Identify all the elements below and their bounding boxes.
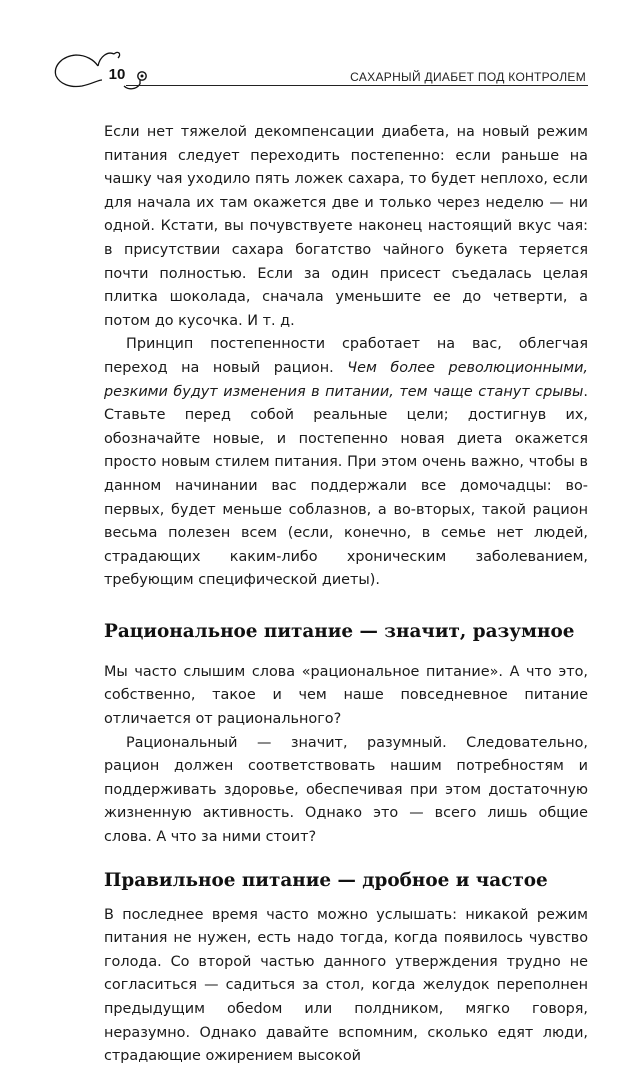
paragraph: Если нет тяжелой декомпенсации диабета, на новый режим питания следует переходить постепенно: если раньше на чашку чая уходило пять ложек сахара, то будет неплохо, если для начала их там окажется две и только через неделю — ни одной. Кстати, вы почувствуете наконец настоящий вкус чая: в присутствии сахара богатство чайного букета теряется почти полностью. Если за один присест съедалась целая плитка шоколада, сначала уменьшите ее до четверти, а потом до кусочка. И т. д. (104, 124, 588, 329)
page-number: 10 (108, 66, 126, 83)
paragraph: В последнее время часто можно услышать: никакой режим питания не нужен, есть надо тогда, когда появилось чувство голода. Со второй частью данного утверждения трудно не согласиться — садиться за стол, когда желудок переполнен предыдущим обеdом или полдником, мягко говоря, неразумно. Однако давайте вспомним, сколько едят люди, страдающие ожирением высокой (104, 906, 588, 1065)
stethoscope-icon (52, 46, 148, 94)
paragraph: Рациональный — значит, разумный. Следовательно, рацион должен соответствовать нашим потребностям и поддерживать здоровье, обеспечивая при этом достаточную жизненную активность. Однако это — всего лишь общие слова. А что за ними стоит? (104, 734, 588, 846)
emphasized-text: Чем более революционными, резкими будут изменения в питании, тем чаще станут срывы (104, 359, 589, 400)
paragraph: Мы часто слышим слова «рациональное питание». А что это, собственно, такое и чем наше повседневное питание отличается от рационального? (104, 663, 588, 728)
paragraph-text: Принцип постепенности сработает на вас, облегчая переход на новый рацион. (104, 336, 588, 376)
section-heading: Рациональное питание — значит, разумное (104, 620, 575, 642)
paragraph-text: . Ставьте перед собой реальные цели; достигнув их, обозначайте новые, и постепенно новая диета окажется просто новым стилем питания. При этом очень важно, чтобы в данном начинании вас поддержали все домочадцы: во-первых, будет меньше соблазнов, а во-вторых, такой рацион весьма полезен всем (если, конечно, в семье нет людей, страдающих каким-либо хроническим заболеванием, требующим специфической диеты). (104, 383, 588, 589)
section-heading: Правильное питание — дробное и частое (104, 869, 548, 891)
running-title: САХАРНЫЙ ДИАБЕТ ПОД КОНТРОЛЕМ (350, 70, 586, 84)
header-rule (126, 85, 588, 86)
page-header (52, 46, 588, 94)
paragraph (104, 333, 588, 593)
page-body (104, 121, 588, 1069)
